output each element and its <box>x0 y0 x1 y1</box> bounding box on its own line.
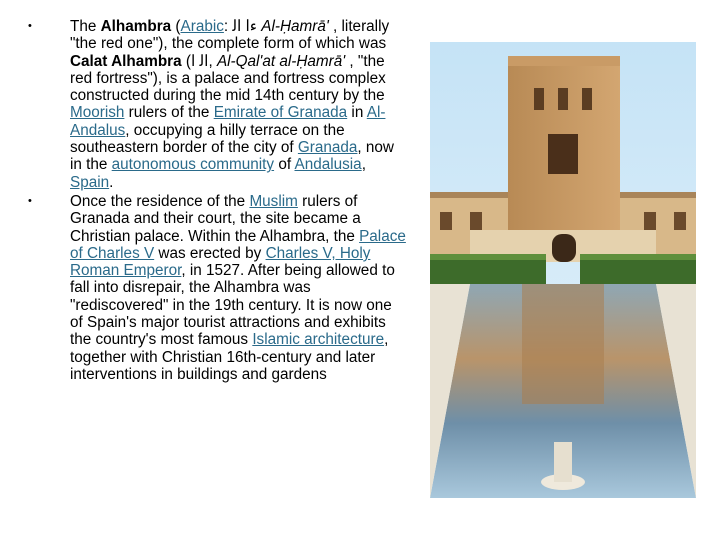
inline-link[interactable]: Charles V, Holy Roman Emperor <box>70 244 371 280</box>
body-text: , "the red fortress"), is a palace and fortress complex constructed during the mid 14th century by the <box>70 52 386 105</box>
alhambra-photo <box>430 42 696 498</box>
inline-link[interactable]: Muslim <box>249 192 298 210</box>
body-text: rulers of Granada and their court, the site became a Christian palace. Within the Alhambra, the <box>70 192 361 245</box>
inline-link[interactable]: Spain <box>70 173 110 191</box>
body-text: , occupying a hilly terrace on the southeastern border of the city of <box>70 121 345 157</box>
alhambra-photo-graphic <box>430 42 696 498</box>
bold-term: Alhambra <box>100 18 172 35</box>
body-text: in <box>347 104 367 122</box>
body-text: . <box>109 173 114 191</box>
inline-link[interactable]: Emirate of Granada <box>213 104 348 122</box>
body-text: , <box>361 156 366 174</box>
body-text: , together with Christian 16th-century and later interventions in buildings and gardens <box>70 331 389 383</box>
body-text: The <box>70 18 101 35</box>
inline-link[interactable]: autonomous community <box>111 156 275 174</box>
bullet-glyph: • <box>28 194 32 207</box>
bullet-item <box>28 193 408 383</box>
inline-link[interactable]: Al-Andalus <box>70 104 386 139</box>
inline-link[interactable]: Islamic architecture <box>252 331 385 349</box>
body-text: rulers of the <box>124 104 214 122</box>
text-column <box>28 18 408 385</box>
body-text: of <box>274 156 295 174</box>
inline-link[interactable]: Arabic <box>180 18 224 35</box>
body-text: was erected by <box>154 244 266 262</box>
italic-transliteration: Al-Ḥamrā' <box>261 18 329 35</box>
body-text: , literally "the red one"), the complete form of which was <box>70 18 390 53</box>
body-text: Once the residence of the <box>70 192 250 210</box>
italic-transliteration: Al-Qal'at al-Ḥamrā' <box>216 52 346 70</box>
inline-link[interactable]: Andalusia <box>294 156 362 174</box>
body-text: , now in the <box>70 139 394 174</box>
body-text: (ﺍﻟ ﺍ, <box>181 52 217 70</box>
body-text: ( <box>171 18 181 35</box>
bullet-list <box>28 18 408 383</box>
inline-link[interactable]: Moorish <box>70 104 125 122</box>
inline-link[interactable]: Granada <box>297 139 358 157</box>
inline-link[interactable]: Palace of Charles V <box>70 227 406 262</box>
bullet-glyph: • <box>28 20 32 32</box>
bullet-item <box>28 18 408 191</box>
body-text: : ءﺍ ﺍﻟ <box>223 18 262 35</box>
bold-term: Calat Alhambra <box>70 52 182 70</box>
body-text: , in 1527. After being allowed to fall into disrepair, the Alhambra was "rediscovered" in the 19th century. It is now one of Spain's major tourist attractions and exhibits the country's most famous <box>70 262 395 349</box>
